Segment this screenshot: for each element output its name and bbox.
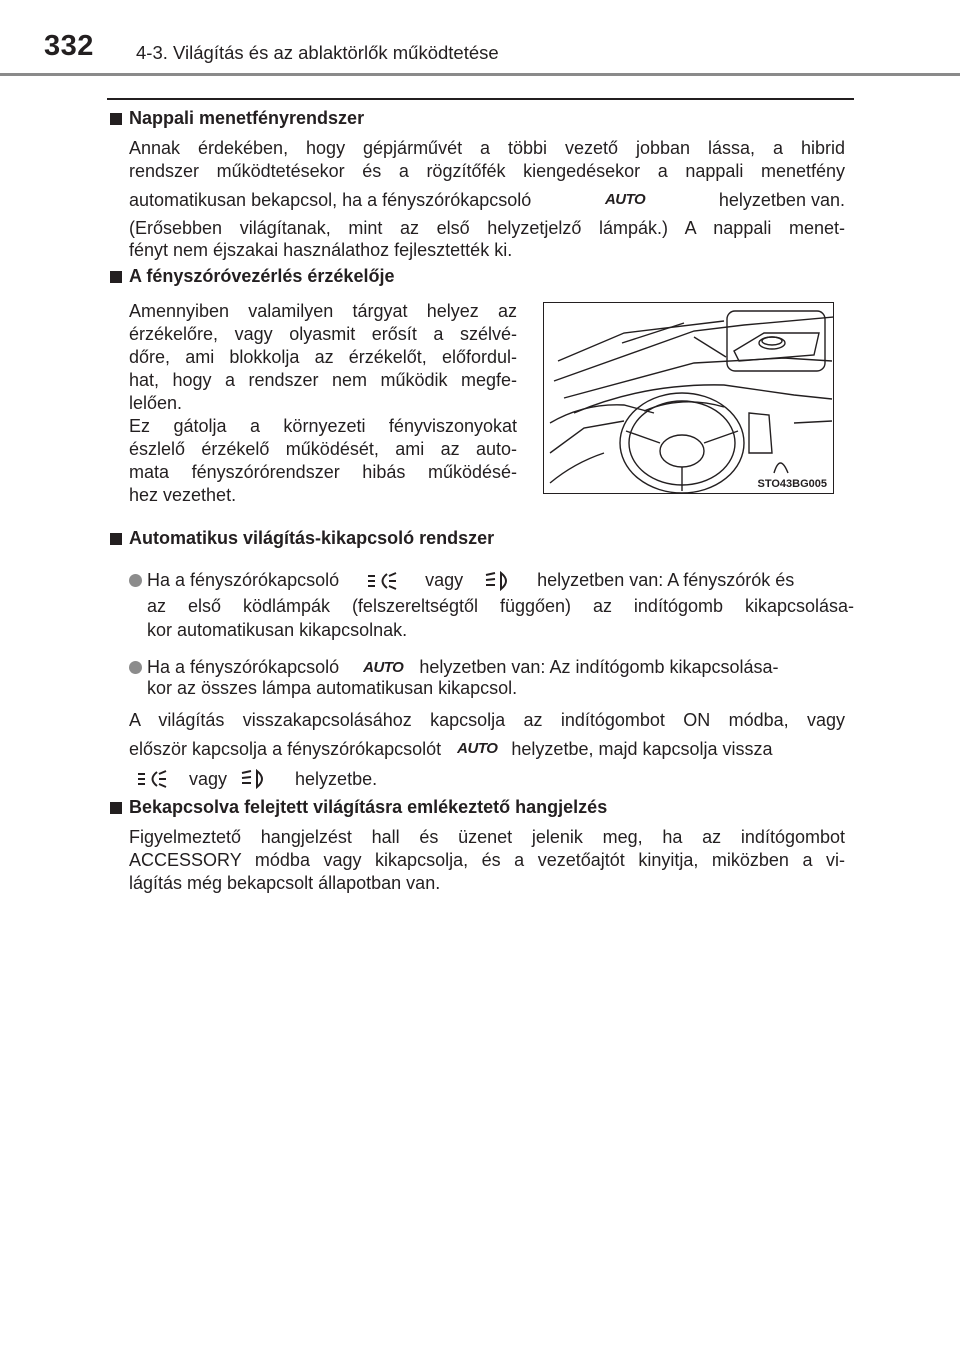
headlight-high-beam-icon bbox=[241, 769, 267, 789]
section-heading-daytime-running-lights bbox=[110, 108, 364, 129]
headlight-low-beam-icon bbox=[137, 770, 167, 788]
heading-text: Bekapcsolva felejtett világításra emlékeztető hangjelzés bbox=[129, 797, 608, 817]
paragraph-line: észlelő érzékelő működését, ami az auto- bbox=[129, 439, 517, 459]
paragraph-line: Ez gátolja a környezeti fényviszonyokat bbox=[129, 416, 517, 436]
section-heading-light-sensor bbox=[110, 266, 394, 287]
text-segment: először kapcsolja a fényszórókapcsolót bbox=[129, 739, 442, 759]
paragraph-line: Figyelmeztető hangjelzést hall és üzenet jelenik meg, ha az indítógombot bbox=[129, 827, 845, 847]
paragraph-line bbox=[137, 765, 377, 793]
text-segment: Ha a fényszórókapcsoló bbox=[147, 657, 340, 677]
text-segment: vagy bbox=[425, 570, 464, 590]
section-heading-lights-on-reminder bbox=[110, 797, 607, 818]
text-segment: helyzetbe. bbox=[295, 769, 378, 789]
text-segment: helyzetbe, majd kapcsolja vissza bbox=[511, 739, 773, 759]
section-divider bbox=[107, 98, 854, 100]
header-divider bbox=[0, 73, 960, 76]
text-segment: vagy bbox=[189, 769, 228, 789]
paragraph-line: kor automatikusan kikapcsolnak. bbox=[147, 620, 408, 640]
text-segment: helyzetben van. bbox=[718, 190, 845, 210]
paragraph-line: érzékelőre, vagy olyasmit erősít a szélvé- bbox=[129, 324, 517, 344]
figure-code: STO43BG005 bbox=[757, 478, 827, 490]
paragraph-line bbox=[129, 186, 845, 214]
square-bullet-icon bbox=[110, 802, 122, 814]
square-bullet-icon bbox=[110, 271, 122, 283]
paragraph-line: lelően. bbox=[129, 393, 183, 413]
text-segment: Ha a fényszórókapcsoló bbox=[147, 570, 340, 590]
paragraph-line: kor az összes lámpa automatikusan kikapcsol. bbox=[147, 678, 518, 698]
round-bullet-icon bbox=[129, 574, 142, 587]
sensor-location-illustration bbox=[543, 302, 834, 494]
chapter-title: 4-3. Világítás és az ablaktörlők működtetése bbox=[136, 42, 499, 63]
square-bullet-icon bbox=[110, 113, 122, 125]
paragraph-line: (Erősebben világítanak, mint az első helyzetjelző lámpák.) A nappali menet- bbox=[129, 218, 845, 238]
round-bullet-icon bbox=[129, 661, 142, 674]
headlight-high-beam-icon bbox=[485, 571, 511, 591]
paragraph-line: Annak érdekében, hogy gépjárművét a többi vezető jobban lássa, a hibrid bbox=[129, 138, 845, 158]
auto-icon: AUTO bbox=[363, 659, 404, 676]
heading-text: Automatikus világítás-kikapcsoló rendszer bbox=[129, 528, 495, 548]
headlight-low-beam-icon bbox=[367, 572, 397, 590]
text-segment: helyzetben van: Az indítógomb kikapcsolása- bbox=[419, 657, 779, 677]
paragraph-line: Amennyiben valamilyen tárgyat helyez az bbox=[129, 301, 517, 321]
heading-text: A fényszóróvezérlés érzékelője bbox=[129, 266, 395, 286]
paragraph-line: fényt nem éjszakai használathoz fejlesztették ki. bbox=[129, 240, 513, 260]
dashboard-drawing bbox=[544, 303, 833, 493]
auto-icon: AUTO bbox=[604, 191, 646, 208]
paragraph-line: rendszer működtetésekor és a rögzítőfék kiengedésekor a nappali menetfény bbox=[129, 161, 845, 181]
paragraph-line: hat, hogy a rendszer nem működik megfe- bbox=[129, 370, 517, 390]
page-number: 332 bbox=[44, 30, 94, 62]
heading-text: Nappali menetfényrendszer bbox=[129, 108, 365, 128]
paragraph-line: az első ködlámpák (felszereltségtől függően) az indítógomb kikapcsolása- bbox=[147, 596, 854, 616]
auto-icon: AUTO bbox=[457, 740, 498, 757]
paragraph-line bbox=[129, 735, 845, 763]
paragraph-line: mata fényszórórendszer hibás működésé- bbox=[129, 462, 517, 482]
square-bullet-icon bbox=[110, 533, 122, 545]
paragraph-line: A világítás visszakapcsolásához kapcsolja az indítógombot ON módba, vagy bbox=[129, 710, 845, 730]
paragraph-line: ACCESSORY módba vagy kikapcsolja, és a vezetőajtót kinyitja, miközben a vi- bbox=[129, 850, 845, 870]
section-heading-auto-off-system bbox=[110, 528, 494, 549]
sensor-paragraph bbox=[129, 300, 517, 507]
text-segment: helyzetben van: A fényszórók és bbox=[537, 570, 795, 590]
bullet-item-1-line-1 bbox=[129, 570, 854, 591]
paragraph-line: hez vezethet. bbox=[129, 485, 237, 505]
paragraph-line: dőre, ami blokkolja az érzékelőt, előfordul- bbox=[129, 347, 517, 367]
text-segment: automatikusan bekapcsol, ha a fényszórókapcsoló bbox=[129, 190, 532, 210]
paragraph-line: lágítás még bekapcsolt állapotban van. bbox=[129, 873, 441, 893]
